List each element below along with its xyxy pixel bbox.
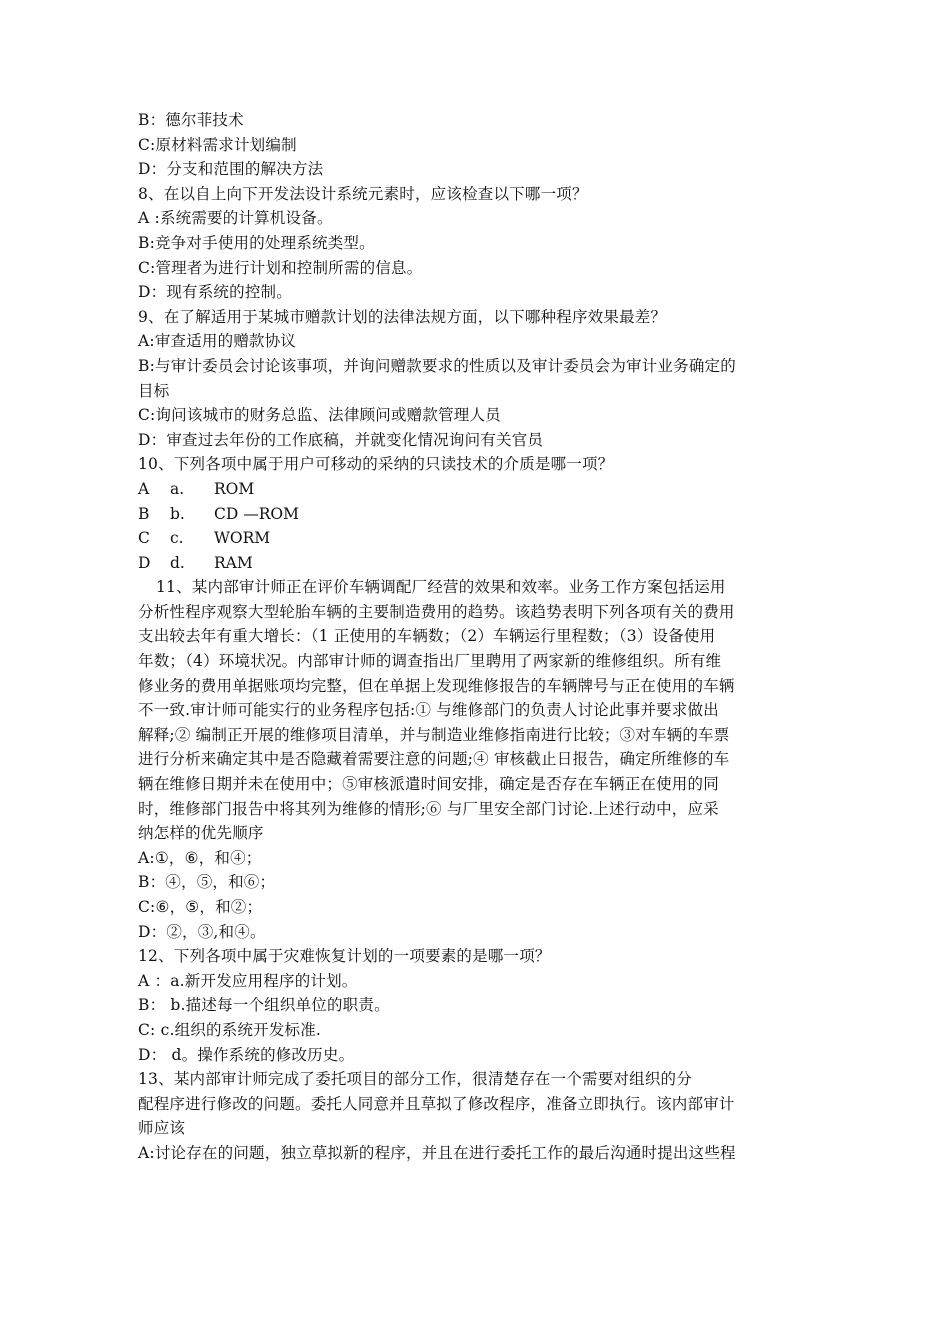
text-line: A:①，⑥，和④； — [138, 848, 262, 867]
question-10-options — [138, 477, 828, 575]
text-line: C:原材料需求计划编制 — [138, 135, 297, 154]
option-text: RAM — [214, 553, 253, 572]
text-line: C:管理者为进行计划和控制所需的信息。 — [138, 258, 423, 277]
text-line: A:审查适用的赠款协议 — [138, 332, 297, 351]
question-11-line: 辆在维修日期并未在使用中；⑤审核派遣时间安排，确定是否存在车辆正在使用的同 — [138, 775, 719, 794]
option-letter: A — [138, 479, 150, 498]
option-text: ROM — [214, 479, 255, 498]
question-11-line: 11、某内部审计师正在评价车辆调配厂经营的效果和效率。业务工作方案包括运用 — [156, 578, 726, 597]
question-11-line: 时，维修部门报告中将其列为维修的情形;⑥ 与厂里安全部门讨论.上述行动中，应采 — [138, 799, 719, 818]
text-block-bottom — [138, 846, 828, 1166]
text-line: D：现有系统的控制。 — [138, 283, 292, 302]
question-11-line: 进行分析来确定其中是否隐藏着需要注意的问题;④ 审核截止日报告，确定所维修的车 — [138, 750, 730, 769]
text-line: D：②，③,和④。 — [138, 922, 266, 941]
text-line: D：审查过去年份的工作底稿，并就变化情况询问有关官员 — [138, 430, 544, 449]
question-11-line: 修业务的费用单据账项均完整，但在单据上发现维修报告的车辆牌号与正在使用的车辆 — [138, 676, 735, 695]
option-text: CD —ROM — [214, 504, 299, 523]
text-line: C:⑥，⑤，和②； — [138, 898, 263, 916]
text-line: B：④，⑤，和⑥； — [138, 873, 276, 892]
text-line: A :系统需要的计算机设备。 — [138, 209, 333, 228]
option-letter: C — [138, 529, 150, 548]
text-line: 配程序进行修改的问题。委托人同意并且草拟了修改程序，准备立即执行。该内部审计 — [138, 1094, 735, 1113]
text-line: 8、在以自上向下开发法设计系统元素时，应该检查以下哪一项？ — [138, 184, 588, 203]
option-row — [138, 551, 828, 576]
question-11-line: 年数；（4）环境状况。内部审计师的调查指出厂里聘用了两家新的维修组织。所有维 — [138, 652, 722, 671]
question-11-text — [138, 575, 828, 846]
question-11-line: 纳怎样的优先顺序 — [138, 824, 264, 843]
text-line: 9、在了解适用于某城市赠款计划的法律法规方面，以下哪种程序效果最差？ — [138, 307, 667, 326]
option-letter: B — [138, 504, 150, 523]
option-sub: a. — [170, 479, 185, 498]
text-line: C: c.组织的系统开发标准. — [138, 1020, 322, 1039]
text-line: 12、下列各项中属于灾难恢复计划的一项要素的是哪一项？ — [138, 947, 551, 966]
text-line: C:询问该城市的财务总监、法律顾问或赠款管理人员 — [138, 406, 501, 425]
option-text: WORM — [214, 529, 271, 548]
text-line: B:与审计委员会讨论该事项，并询问赠款要求的性质以及审计委员会为审计业务确定的 — [138, 356, 736, 375]
text-line: D： d。操作系统的修改历史。 — [138, 1045, 355, 1064]
text-line: A ：a.新开发应用程序的计划。 — [138, 971, 358, 990]
text-line: A:讨论存在的问题，独立草拟新的程序，并且在进行委托工作的最后沟通时提出这些程 — [138, 1143, 736, 1162]
question-11-line: 分析性程序观察大型轮胎车辆的主要制造费用的趋势。该趋势表明下列各项有关的费用 — [138, 602, 735, 621]
text-line: 10、下列各项中属于用户可移动的采纳的只读技术的介质是哪一项？ — [138, 455, 614, 474]
text-block-top — [138, 108, 828, 477]
option-sub: b. — [170, 504, 185, 523]
option-row — [138, 502, 828, 527]
text-line: B： b.描述每一个组织单位的职责。 — [138, 996, 390, 1015]
question-11-line: 解释;② 编制正开展的维修项目清单，并与制造业维修指南进行比较；③对车辆的车票 — [138, 725, 730, 744]
text-line: B：德尔菲技术 — [138, 111, 244, 129]
text-line: 师应该 — [138, 1119, 186, 1138]
question-11-line: 支出较去年有重大增长：（1 正使用的车辆数；（2）车辆运行里程数；（3）设备使用 — [138, 627, 716, 646]
option-row — [138, 477, 828, 502]
text-line: D：分支和范围的解决方法 — [138, 160, 324, 179]
option-row — [138, 526, 828, 551]
document-body — [138, 108, 828, 1166]
option-sub: c. — [170, 529, 184, 548]
text-line: 目标 — [138, 381, 170, 400]
option-letter: D — [138, 553, 151, 572]
text-line: 13、某内部审计师完成了委托项目的部分工作，很清楚存在一个需要对组织的分 — [138, 1070, 692, 1089]
option-sub: d. — [170, 553, 185, 572]
question-11-line: 不一致.审计师可能实行的业务程序包括:① 与维修部门的负责人讨论此事并要求做出 — [138, 701, 719, 720]
text-line: B:竞争对手使用的处理系统类型。 — [138, 233, 375, 252]
